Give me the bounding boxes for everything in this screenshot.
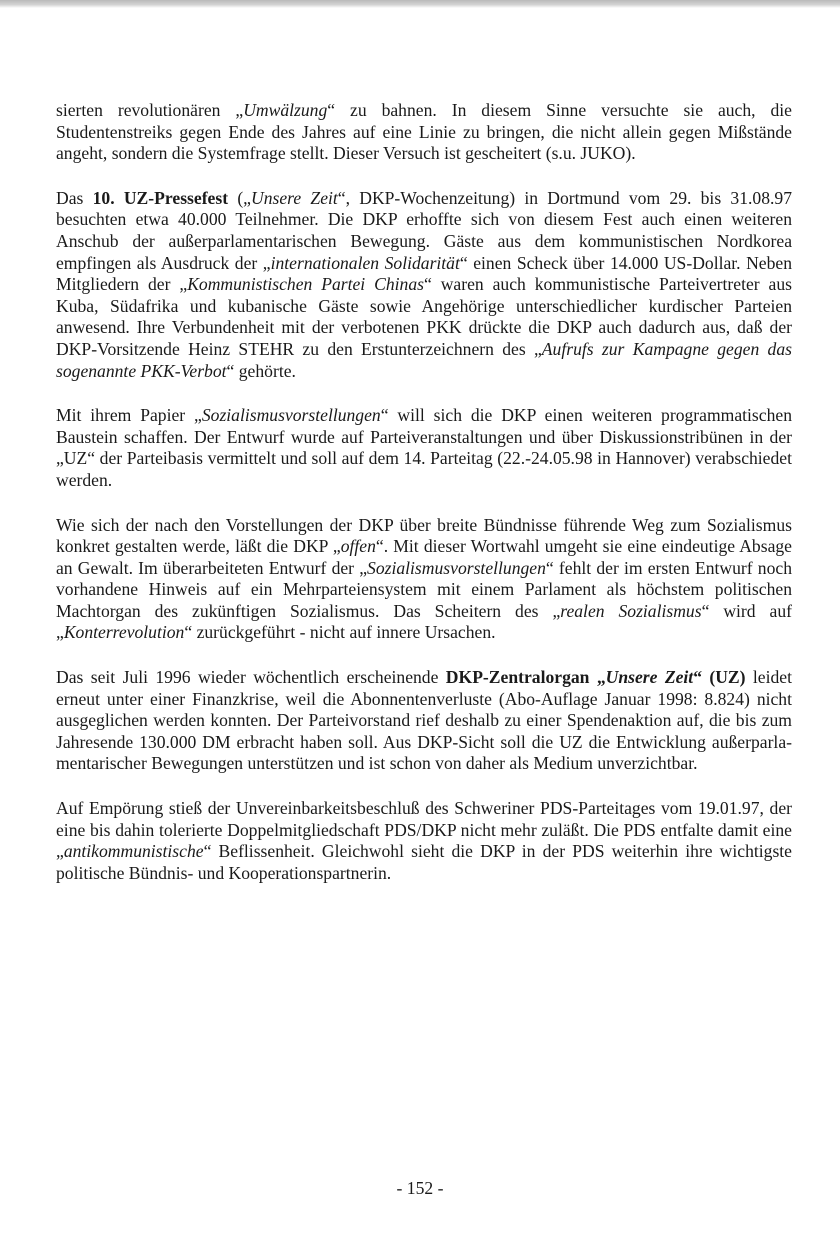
text-segment: offen	[340, 536, 376, 557]
paragraph-3	[56, 405, 792, 491]
text-segment: Das seit Juli 1996 wieder wöchentlich erscheinende	[56, 667, 446, 688]
document-body	[56, 100, 792, 884]
text-segment: realen Sozialismus	[560, 600, 702, 621]
paragraph-5	[56, 667, 792, 775]
paragraph-6	[56, 798, 792, 884]
text-segment: Mit ihrem Papier „	[56, 405, 202, 426]
page-number: - 152 -	[396, 1178, 444, 1198]
text-segment: Unsere Zeit	[251, 187, 338, 208]
paragraph-2	[56, 188, 792, 382]
text-segment: Konterrevolution	[63, 622, 185, 643]
paragraph-1	[56, 100, 792, 165]
text-segment: “ zu bahnen. In diesem Sinne versuchte sie auch, die Studentenstreiks gegen Ende des Jahres auf eine Linie zu bringen, die nicht allein gegen Mißstände angeht, sondern die Systemfrage stellt. Dieser Versuch ist gescheitert (s.u. JUKO).	[56, 100, 792, 164]
text-segment: “ einen Scheck über 14.000 US-Dollar. Neben Mitgliedern der „	[56, 252, 793, 295]
text-segment: “ fehlt der im ersten Entwurf noch vorhandene Hinweis auf ein Mehrparteiensystem mit einem Parlament als höchstem politischen Machtorgan des zukünftigen Sozialismus. Das Scheitern des „	[56, 557, 792, 621]
text-segment: Wie sich der nach den Vorstellungen der DKP über breite Bündnisse führende Weg zum Sozialismus konkret gestalten werde, läßt die DKP „	[56, 514, 792, 557]
paragraph-4	[56, 515, 792, 645]
text-segment: Sozialismusvorstellungen	[201, 405, 381, 426]
text-segment: antikommunistische	[63, 841, 204, 862]
text-segment: („	[228, 187, 251, 208]
text-segment: “ Beflissenheit. Gleichwohl sieht die DKP in der PDS weiterhin ihre wichtigste politische Bündnis- und Kooperationspartnerin.	[56, 841, 792, 883]
text-segment: Kommunistischen Partei Chinas	[187, 274, 424, 295]
text-segment: Sozialismusvorstellungen	[367, 557, 546, 578]
text-segment: “, DKP-Wochenzeitung) in Dortmund vom 29. bis 31.08.97 besuchten etwa 40.000 Teilnehmer. Die DKP erhoffte sich von diesem Fest auch einen weiteren Anschub der außerparlamentarischen Bewegung. Gäste aus dem kommunistischen Nordkorea empfingen als Ausdruck der „	[56, 187, 792, 273]
text-segment: “ zurückgeführt - nicht auf innere Ursachen.	[184, 622, 496, 643]
text-segment: Das	[56, 187, 93, 208]
scan-top-edge	[0, 0, 840, 8]
text-segment: DKP-Zentralorgan „	[445, 667, 606, 688]
text-segment: “ will sich die DKP einen weiteren programmatischen Baustein schaffen. Der Entwurf wurde auf Parteiveranstaltungen und über Diskussionstribünen in der „UZ“ der Parteibasis vermittelt und soll auf dem 14. Parteitag (22.-24.05.98 in Hannover) verabschiedet werden.	[56, 405, 792, 490]
text-segment: Unsere Zeit	[605, 667, 694, 688]
text-segment: 10. UZ-Pressefest	[92, 187, 229, 208]
text-segment: sierten revolutionären „	[56, 100, 244, 120]
text-segment: “ gehörte.	[226, 360, 296, 381]
text-segment: “. Mit dieser Wortwahl umgeht sie eine eindeutige Absage an Gewalt. Im überarbeiteten Entwurf der „	[56, 536, 792, 578]
text-segment: “ (UZ)	[693, 667, 746, 688]
text-segment: Aufrufs zur Kampagne gegen das sogenannte PKK-Verbot	[56, 338, 792, 381]
text-segment: “ waren auch kommunistische Parteivertreter aus Kuba, Südafrika und kubanische Gäste sowie Angehörige unterschiedlicher kurdischer Parteien anwesend. Ihre Verbundenheit mit der verbotenen PKK drückte die DKP auch dadurch aus, daß der DKP-Vorsitzende Heinz STEHR zu den Erstunterzeichnern des „	[56, 274, 792, 359]
text-segment: “ wird auf „	[56, 600, 792, 643]
text-segment: internationalen Solidarität	[270, 252, 460, 273]
text-segment: Umwälzung	[243, 100, 328, 120]
text-segment: leidet erneut unter einer Finanzkrise, weil die Abonnentenverluste (Abo-Auflage Januar 1998: 8.824) nicht ausgeglichen werden konnten. Der Parteivorstand rief deshalb zu einer Spendenaktion auf, die bis zum Jahresende 130.000 DM erbracht haben soll. Aus DKP-Sicht soll die UZ die Entwicklung außerparlamentarischer Bewegungen unterstützen und ist schon von daher als Medium unverzichtbar.	[56, 667, 792, 774]
text-segment: Auf Empörung stieß der Unvereinbarkeitsbeschluß des Schweriner PDS-Parteitages vom 19.01.97, der eine bis dahin tolerierte Doppelmitgliedschaft PDS/DKP nicht mehr zuläßt. Die PDS entfalte damit eine „	[56, 798, 792, 862]
